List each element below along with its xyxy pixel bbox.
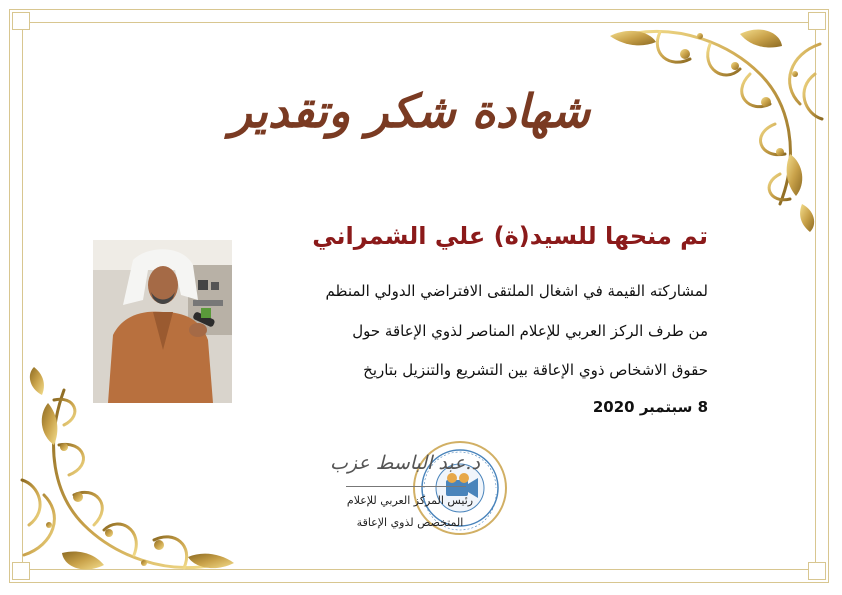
body-line-3: حقوق الاشخاص ذوي الإعاقة بين التشريع والتنزيل بتاريخ	[363, 361, 708, 379]
corner-box-bottom-right	[808, 562, 826, 580]
corner-box-top-left	[12, 12, 30, 30]
signature-line	[346, 486, 466, 487]
body-line-1: لمشاركته القيمة في اشغال الملتقى الافتراضي الدولي المنظم	[325, 282, 708, 300]
person-photo-icon	[93, 240, 232, 403]
recipient-line: تم منحها للسيد(ة) علي الشمراني	[312, 222, 708, 250]
recipient-photo	[93, 240, 232, 403]
signatory-title-2: المتخصص لذوي الإعاقة	[356, 516, 464, 529]
certificate-title: شهادة شكر وتقدير	[229, 84, 590, 138]
signatory-title-1: رئيس المركز العربي للإعلام	[346, 494, 474, 507]
floral-ornament-top-right-icon	[590, 14, 830, 234]
certificate-date: 8 سبتمبر 2020	[592, 398, 708, 416]
signature: د.عبد الباسط عزب	[330, 452, 480, 474]
body-line-2: من طرف الركز العربي للإعلام المناصر لذوي الإعاقة حول	[352, 322, 708, 340]
